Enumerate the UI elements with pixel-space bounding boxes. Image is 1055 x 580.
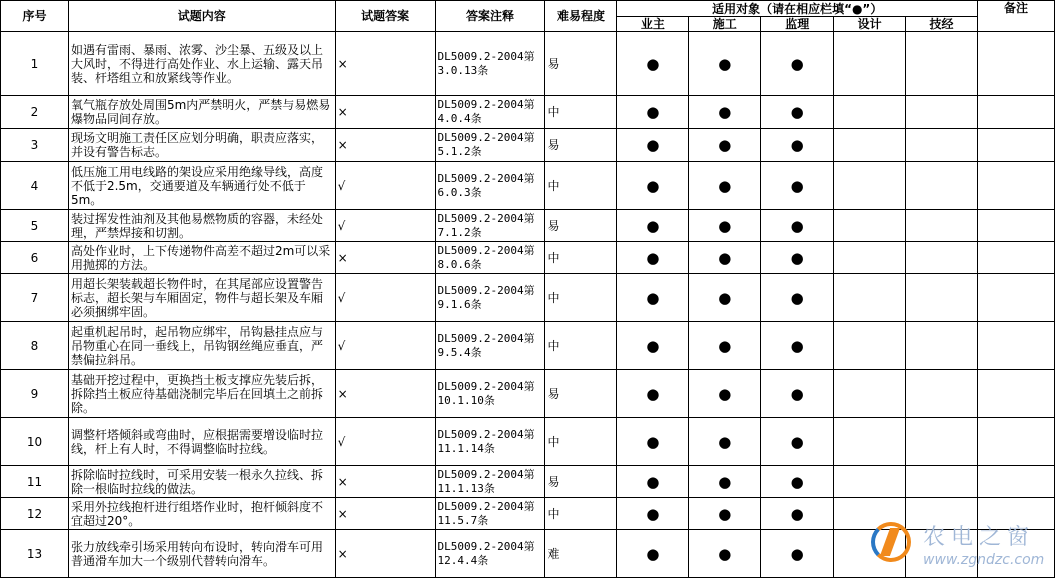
mark-construction: ● <box>689 322 761 370</box>
question-answer: √ <box>335 210 435 242</box>
remark-cell <box>978 32 1055 96</box>
table-row <box>1 210 1055 242</box>
mark-costing <box>906 162 978 210</box>
mark-design <box>834 210 906 242</box>
table-row <box>1 32 1055 96</box>
question-content: 现场文明施工责任区应划分明确，职责应落实，并设有警告标志。 <box>68 129 335 162</box>
table-row <box>1 242 1055 274</box>
row-number: 4 <box>1 162 69 210</box>
mark-design <box>834 96 906 129</box>
question-content: 氧气瓶存放处周围5m内严禁明火，严禁与易燃易爆物品同间存放。 <box>68 96 335 129</box>
mark-costing <box>906 322 978 370</box>
question-answer: × <box>335 466 435 498</box>
mark-owner: ● <box>617 466 689 498</box>
row-number: 2 <box>1 96 69 129</box>
mark-supervision: ● <box>761 242 834 274</box>
question-answer: × <box>335 242 435 274</box>
question-answer: × <box>335 96 435 129</box>
remark-cell <box>978 466 1055 498</box>
remark-cell <box>978 96 1055 129</box>
mark-construction: ● <box>689 498 761 530</box>
difficulty: 易 <box>545 129 617 162</box>
mark-supervision: ● <box>761 162 834 210</box>
question-content: 装过挥发性油剂及其他易燃物质的容器，未经处理，严禁焊接和切割。 <box>68 210 335 242</box>
mark-design <box>834 370 906 418</box>
mark-owner: ● <box>617 370 689 418</box>
header-target: 适用对象（请在相应栏填“●”） <box>617 1 978 17</box>
answer-note: DL5009.2-2004第11.1.13条 <box>435 466 545 498</box>
answer-note: DL5009.2-2004第8.0.6条 <box>435 242 545 274</box>
difficulty: 中 <box>545 96 617 129</box>
answer-note: DL5009.2-2004第9.1.6条 <box>435 274 545 322</box>
question-answer: √ <box>335 274 435 322</box>
header-design: 设计 <box>834 17 906 32</box>
mark-construction: ● <box>689 418 761 466</box>
table-row <box>1 322 1055 370</box>
header-owner: 业主 <box>617 17 689 32</box>
mark-owner: ● <box>617 162 689 210</box>
header-costing: 技经 <box>906 17 978 32</box>
mark-owner: ● <box>617 210 689 242</box>
mark-design <box>834 418 906 466</box>
mark-construction: ● <box>689 242 761 274</box>
difficulty: 难 <box>545 530 617 578</box>
watermark-url: www.zgndzc.com <box>923 552 1045 568</box>
header-content: 试题内容 <box>68 1 335 32</box>
header-remark: 备注 <box>978 1 1055 32</box>
question-content: 用超长架装载超长物件时，在其尾部应设置警告标志，超长架与车厢固定，物件与超长架及车厢必须捆绑牢固。 <box>68 274 335 322</box>
mark-construction: ● <box>689 129 761 162</box>
question-answer: × <box>335 129 435 162</box>
mark-costing <box>906 274 978 322</box>
header-supervision: 监理 <box>761 17 834 32</box>
row-number: 8 <box>1 322 69 370</box>
mark-costing <box>906 370 978 418</box>
row-number: 10 <box>1 418 69 466</box>
answer-note: DL5009.2-2004第4.0.4条 <box>435 96 545 129</box>
mark-costing <box>906 242 978 274</box>
mark-design <box>834 162 906 210</box>
mark-supervision: ● <box>761 498 834 530</box>
mark-owner: ● <box>617 530 689 578</box>
difficulty: 中 <box>545 498 617 530</box>
table-row <box>1 466 1055 498</box>
answer-note: DL5009.2-2004第7.1.2条 <box>435 210 545 242</box>
difficulty: 易 <box>545 210 617 242</box>
mark-owner: ● <box>617 96 689 129</box>
mark-design <box>834 466 906 498</box>
row-number: 3 <box>1 129 69 162</box>
row-number: 1 <box>1 32 69 96</box>
question-answer: × <box>335 530 435 578</box>
mark-construction: ● <box>689 162 761 210</box>
mark-supervision: ● <box>761 466 834 498</box>
mark-design <box>834 32 906 96</box>
mark-supervision: ● <box>761 96 834 129</box>
answer-note: DL5009.2-2004第11.1.14条 <box>435 418 545 466</box>
table-row <box>1 162 1055 210</box>
table-row <box>1 418 1055 466</box>
mark-costing <box>906 466 978 498</box>
row-number: 9 <box>1 370 69 418</box>
mark-construction: ● <box>689 530 761 578</box>
difficulty: 易 <box>545 466 617 498</box>
remark-cell <box>978 322 1055 370</box>
row-number: 13 <box>1 530 69 578</box>
mark-owner: ● <box>617 242 689 274</box>
header-answer: 试题答案 <box>335 1 435 32</box>
question-content: 采用外拉线抱杆进行组塔作业时，抱杆倾斜度不宜超过20°。 <box>68 498 335 530</box>
difficulty: 易 <box>545 32 617 96</box>
row-number: 11 <box>1 466 69 498</box>
watermark <box>865 518 1055 580</box>
mark-design <box>834 322 906 370</box>
mark-supervision: ● <box>761 322 834 370</box>
header-no: 序号 <box>1 1 69 32</box>
question-answer: × <box>335 370 435 418</box>
difficulty: 易 <box>545 370 617 418</box>
mark-supervision: ● <box>761 129 834 162</box>
mark-owner: ● <box>617 322 689 370</box>
table-row <box>1 129 1055 162</box>
answer-note: DL5009.2-2004第5.1.2条 <box>435 129 545 162</box>
question-content: 拆除临时拉线时，可采用安装一根永久拉线、拆除一根临时拉线的做法。 <box>68 466 335 498</box>
remark-cell <box>978 370 1055 418</box>
difficulty: 中 <box>545 322 617 370</box>
question-content: 低压施工用电线路的架设应采用绝缘导线，高度不低于2.5m，交通要道及车辆通行处不低于5m。 <box>68 162 335 210</box>
row-number: 12 <box>1 498 69 530</box>
answer-note: DL5009.2-2004第6.0.3条 <box>435 162 545 210</box>
answer-note: DL5009.2-2004第10.1.10条 <box>435 370 545 418</box>
watermark-title: 农电之窗 <box>923 525 1036 550</box>
table-row <box>1 274 1055 322</box>
answer-note: DL5009.2-2004第9.5.4条 <box>435 322 545 370</box>
question-content: 调整杆塔倾斜或弯曲时，应根据需要增设临时拉线，杆上有人时，不得调整临时拉线。 <box>68 418 335 466</box>
table-row <box>1 96 1055 129</box>
row-number: 5 <box>1 210 69 242</box>
question-answer: √ <box>335 322 435 370</box>
question-content: 基础开挖过程中，更换挡土板支撑应先装后拆，拆除挡土板应待基础浇制完毕后在回填土之前拆除。 <box>68 370 335 418</box>
mark-owner: ● <box>617 498 689 530</box>
question-content: 如遇有雷雨、暴雨、浓雾、沙尘暴、五级及以上大风时，不得进行高处作业、水上运输、露天吊装、杆塔组立和放紧线等作业。 <box>68 32 335 96</box>
question-content: 高处作业时，上下传递物件高差不超过2m可以采用抛掷的方法。 <box>68 242 335 274</box>
mark-owner: ● <box>617 274 689 322</box>
mark-supervision: ● <box>761 210 834 242</box>
mark-supervision: ● <box>761 274 834 322</box>
mark-supervision: ● <box>761 418 834 466</box>
mark-costing <box>906 96 978 129</box>
table-row <box>1 370 1055 418</box>
mark-construction: ● <box>689 32 761 96</box>
mark-owner: ● <box>617 129 689 162</box>
mark-construction: ● <box>689 210 761 242</box>
remark-cell <box>978 242 1055 274</box>
question-content: 张力放线牵引场采用转向布设时，转向滑车可用普通滑车加大一个级别代替转向滑车。 <box>68 530 335 578</box>
mark-construction: ● <box>689 466 761 498</box>
mark-construction: ● <box>689 370 761 418</box>
question-answer: √ <box>335 162 435 210</box>
mark-design <box>834 274 906 322</box>
answer-note: DL5009.2-2004第11.5.7条 <box>435 498 545 530</box>
mark-supervision: ● <box>761 370 834 418</box>
row-number: 6 <box>1 242 69 274</box>
question-answer: × <box>335 32 435 96</box>
remark-cell <box>978 210 1055 242</box>
mark-costing <box>906 32 978 96</box>
mark-owner: ● <box>617 418 689 466</box>
mark-construction: ● <box>689 274 761 322</box>
question-answer: √ <box>335 418 435 466</box>
mark-costing <box>906 418 978 466</box>
remark-cell <box>978 129 1055 162</box>
header-difficulty: 难易程度 <box>545 1 617 32</box>
difficulty: 中 <box>545 418 617 466</box>
mark-design <box>834 242 906 274</box>
question-answer: × <box>335 498 435 530</box>
mark-construction: ● <box>689 96 761 129</box>
remark-cell <box>978 274 1055 322</box>
mark-supervision: ● <box>761 32 834 96</box>
answer-note: DL5009.2-2004第3.0.13条 <box>435 32 545 96</box>
header-construction: 施工 <box>689 17 761 32</box>
remark-cell <box>978 162 1055 210</box>
question-content: 起重机起吊时，起吊物应绑牢，吊钩悬挂点应与吊物重心在同一垂线上，吊钩钢丝绳应垂直，严禁偏拉斜吊。 <box>68 322 335 370</box>
difficulty: 中 <box>545 274 617 322</box>
difficulty: 中 <box>545 242 617 274</box>
answer-note: DL5009.2-2004第12.4.4条 <box>435 530 545 578</box>
mark-design <box>834 129 906 162</box>
row-number: 7 <box>1 274 69 322</box>
mark-owner: ● <box>617 32 689 96</box>
remark-cell <box>978 418 1055 466</box>
mark-costing <box>906 210 978 242</box>
difficulty: 中 <box>545 162 617 210</box>
mark-supervision: ● <box>761 530 834 578</box>
header-note: 答案注释 <box>435 1 545 32</box>
mark-costing <box>906 129 978 162</box>
